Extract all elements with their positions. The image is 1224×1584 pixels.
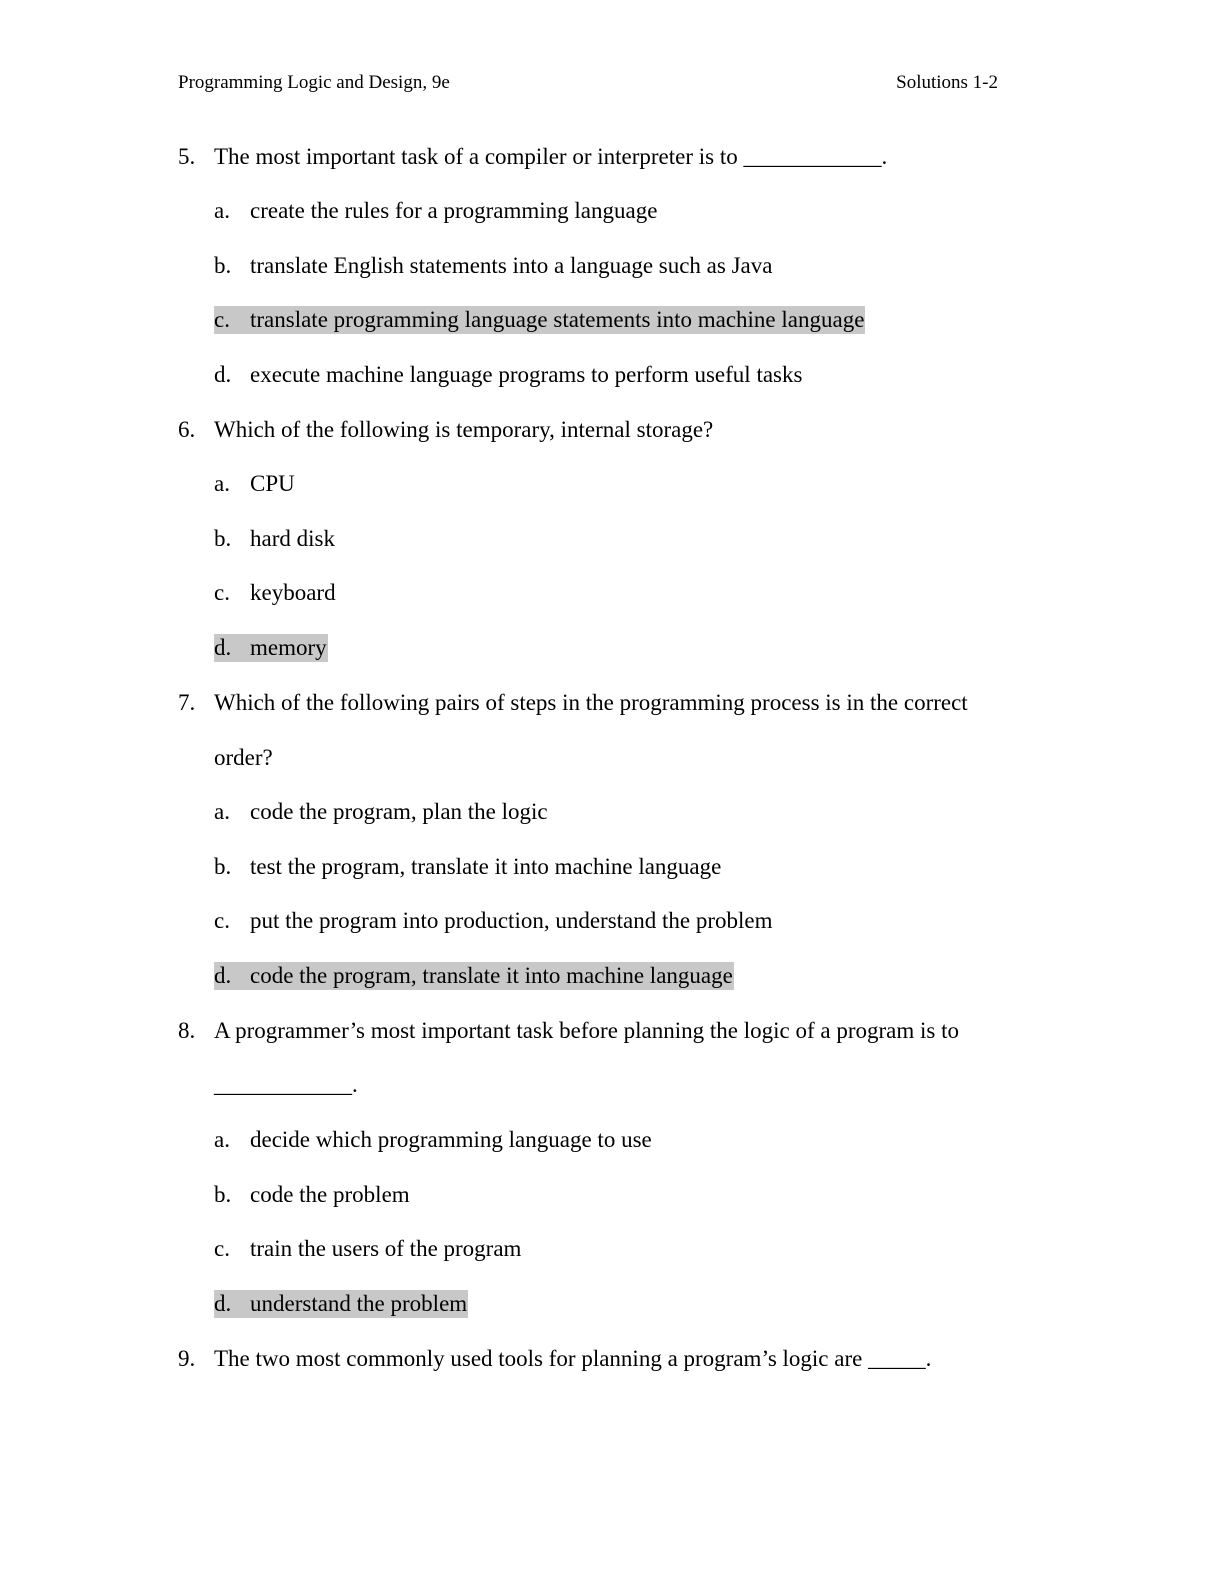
option-letter: b. — [214, 253, 232, 278]
option-letter: d. — [214, 362, 232, 387]
option-letter: c. — [214, 307, 230, 332]
option-letter: d. — [214, 963, 232, 988]
question-6-option-a — [214, 470, 296, 498]
option-text: understand the problem — [250, 1291, 468, 1316]
option-text: translate programming language statements into machine language — [250, 307, 865, 332]
option-text: test the program, translate it into machine language — [250, 854, 722, 879]
option-text: code the program, translate it into machine language — [250, 963, 733, 988]
option-letter: b. — [214, 526, 232, 551]
option-text: train the users of the program — [250, 1236, 522, 1261]
option-letter: b. — [214, 1182, 232, 1207]
question-9-number: 9. — [178, 1346, 196, 1371]
question-6-option-d-answer — [214, 634, 328, 662]
question-7-text-continued: order? — [214, 745, 273, 770]
question-7-option-c — [214, 907, 774, 935]
question-6-option-c — [214, 579, 337, 607]
question-7-number: 7. — [178, 690, 196, 715]
question-6-option-b — [214, 525, 336, 553]
question-6-text: Which of the following is temporary, internal storage? — [214, 417, 714, 442]
option-text: CPU — [250, 471, 295, 496]
option-letter: d. — [214, 635, 232, 660]
option-text: hard disk — [250, 526, 335, 551]
option-letter: c. — [214, 1236, 230, 1261]
question-7-text: Which of the following pairs of steps in the programming process is in the correct — [214, 690, 968, 715]
question-7-option-b — [214, 853, 722, 881]
question-5-text: The most important task of a compiler or interpreter is to ____________. — [214, 144, 888, 169]
option-letter: c. — [214, 908, 230, 933]
document-title: Programming Logic and Design, 9e — [178, 72, 450, 93]
question-8-option-c — [214, 1235, 522, 1263]
question-7-option-a — [214, 798, 549, 826]
question-9-text: The two most commonly used tools for planning a program’s logic are _____. — [214, 1346, 932, 1371]
option-text: execute machine language programs to perform useful tasks — [250, 362, 803, 387]
option-text: memory — [250, 635, 327, 660]
question-8-option-d-answer — [214, 1290, 468, 1318]
option-text: keyboard — [250, 580, 336, 605]
question-6-number: 6. — [178, 417, 196, 442]
option-text: decide which programming language to use — [250, 1127, 652, 1152]
option-letter: d. — [214, 1291, 232, 1316]
option-text: code the problem — [250, 1182, 410, 1207]
option-letter: a. — [214, 1127, 230, 1152]
option-text: translate English statements into a language such as Java — [250, 253, 773, 278]
question-5-number: 5. — [178, 144, 196, 169]
option-letter: b. — [214, 854, 232, 879]
question-8-option-b — [214, 1181, 411, 1209]
option-letter: a. — [214, 799, 230, 824]
option-letter: c. — [214, 580, 230, 605]
option-text: create the rules for a programming language — [250, 198, 658, 223]
question-8-text-continued: ____________. — [214, 1072, 358, 1097]
question-8-number: 8. — [178, 1018, 196, 1043]
option-text: code the program, plan the logic — [250, 799, 548, 824]
question-5-option-b — [214, 252, 773, 280]
question-5-option-d — [214, 361, 803, 389]
option-letter: a. — [214, 471, 230, 496]
page-number: Solutions 1-2 — [896, 72, 998, 93]
question-5-option-c-answer — [214, 306, 865, 334]
question-5-option-a — [214, 197, 658, 225]
question-8-option-a — [214, 1126, 653, 1154]
option-text: put the program into production, understand the problem — [250, 908, 773, 933]
question-7-option-d-answer — [214, 962, 734, 990]
question-8-text: A programmer’s most important task before planning the logic of a program is to — [214, 1018, 959, 1043]
option-letter: a. — [214, 198, 230, 223]
page-header — [178, 72, 998, 94]
